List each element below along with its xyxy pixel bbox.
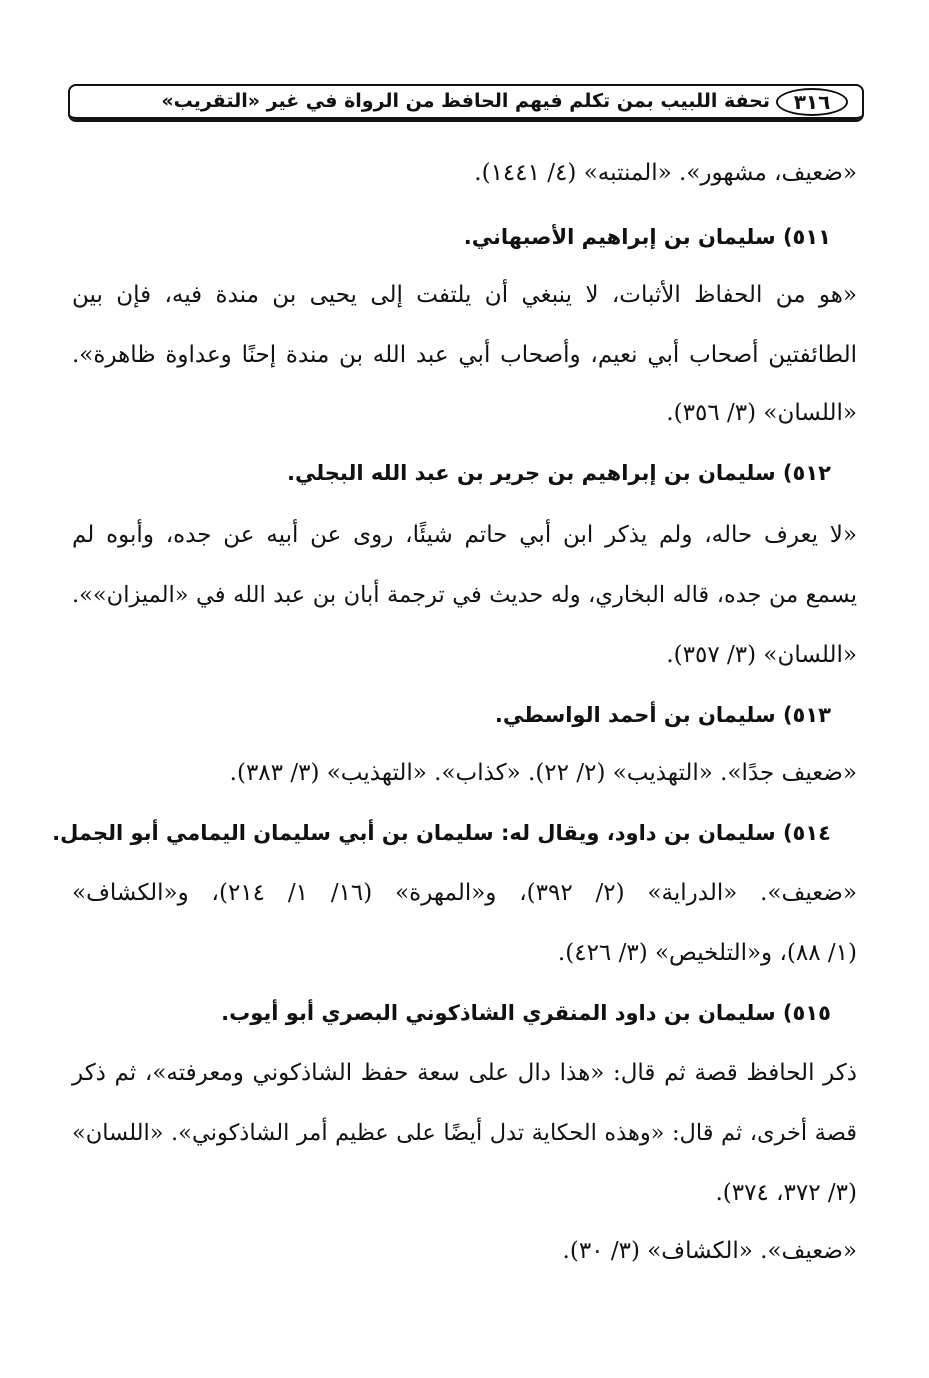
text-line: «ضعيف». «الدراية» (٢/ ٣٩٢)، و«المهرة» (١٦/ ١/ ٢١٤)، و«الكشاف»: [72, 880, 857, 906]
entry-heading-511: ٥١١) سليمان بن إبراهيم الأصبهاني.: [463, 225, 831, 249]
text-line: «ضعيف». «الكشاف» (٣/ ٣٠).: [562, 1238, 857, 1264]
running-title: تحفة اللبيب بمن تكلم فيهم الحافظ من الرواة في غير «التقريب»: [161, 90, 770, 112]
text-line: قصة أخرى، ثم قال: «وهذه الحكاية تدل أيضًا على عظيم أمر الشاذكوني». «اللسان»: [72, 1120, 857, 1146]
text-line: (١/ ٨٨)، و«التلخيص» (٣/ ٤٢٦).: [557, 940, 857, 966]
source-citation: «اللسان» (٣/ ٣٥٧).: [666, 642, 857, 668]
source-citation: «اللسان» (٣/ ٣٥٦).: [666, 400, 857, 426]
entry-heading-513: ٥١٣) سليمان بن أحمد الواسطي.: [494, 703, 831, 727]
text-line: ذكر الحافظ قصة ثم قال: «هذا دال على سعة حفظ الشاذكوني ومعرفته»، ثم ذكر: [72, 1060, 857, 1086]
page-number: ٣١٦: [776, 88, 848, 116]
entry-heading-515: ٥١٥) سليمان بن داود المنقري الشاذكوني البصري أبو أيوب.: [221, 1001, 831, 1025]
text-line: «هو من الحفاظ الأثبات، لا ينبغي أن يلتفت إلى يحيى بن مندة فيه، فإن بين: [72, 282, 857, 308]
entry-heading-514: ٥١٤) سليمان بن داود، ويقال له: سليمان بن أبي سليمان اليمامي أبو الجمل.: [52, 821, 831, 845]
page-header: [68, 84, 864, 122]
text-line: «لا يعرف حاله، ولم يذكر ابن أبي حاتم شيئًا، روى عن أبيه عن جده، وأبوه لم: [72, 522, 857, 548]
text-line: «ضعيف جدًا». «التهذيب» (٢/ ٢٢). «كذاب». «التهذيب» (٣/ ٣٨٣).: [229, 760, 857, 786]
text-line: الطائفتين أصحاب أبي نعيم، وأصحاب أبي عبد الله بن مندة إحنًا وعداوة ظاهرة».: [72, 342, 857, 368]
text-line: «ضعيف، مشهور». «المنتبه» (٤/ ١٤٤١).: [474, 160, 857, 186]
entry-heading-512: ٥١٢) سليمان بن إبراهيم بن جرير بن عبد الله البجلي.: [286, 461, 831, 485]
text-line: يسمع من جده، قاله البخاري، وله حديث في ترجمة أبان بن عبد الله في «الميزان»».: [72, 582, 857, 608]
source-citation: (٣/ ٣٧٢، ٣٧٤).: [715, 1180, 857, 1206]
